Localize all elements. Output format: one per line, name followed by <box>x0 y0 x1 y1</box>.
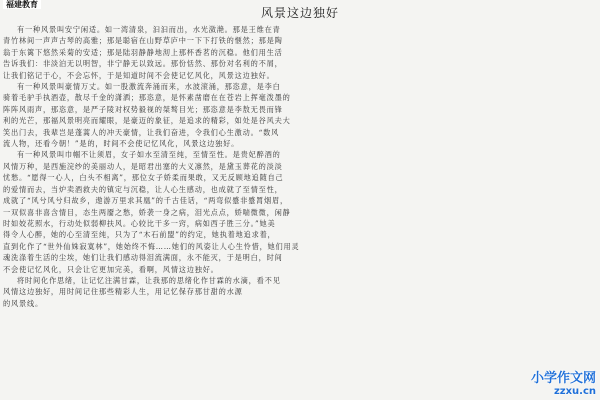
text-line: 骑着毛驴手执酒壶，散尽千金的潇洒；那恣意，是怀素凿磨在在苍岩上挥毫泼墨的 <box>3 93 291 103</box>
text-line: 让我们铭记于心，不会忘怀，于是知道时间不会使记忆风化，风景这边独好。 <box>3 70 275 80</box>
paragraph <box>3 81 583 149</box>
text-line: 将时间化作思绪，让记忆注满甘霖，让我那的思绪化作甘霖的水滴，看不见 <box>17 275 281 285</box>
text-line: 时如姣花照水，行动处似弱柳扶风。心较比干多一窍，病如西子胜三分。”她美 <box>3 218 276 228</box>
text-line: 成就了“风兮风兮归故乡，遨游万里求其凰”的千古佳话，“两弯似蹙非蹙罥烟眉， <box>3 196 289 206</box>
text-line: 笑出门去，我辈岂是蓬蒿人的冲天豪情，让我们奋进，令我们心生激动。“数风 <box>3 127 280 137</box>
text-line: 不会使记忆风化，只会让它更加完美，看啊，风情这边独好。 <box>3 264 219 274</box>
publisher-logo-text: 福建教育 <box>3 0 41 9</box>
watermark-site-name: 小学作文网 <box>530 371 596 386</box>
paragraph <box>3 149 583 274</box>
text-line: 翁于东篱下悠然采菊的安适；那是陆羽静静地沏上那杯香茗的沉稳。他们用生活 <box>3 47 283 57</box>
text-line: 有一种风景叫安宁闲适。如一湾清泉，汩汩而出，水光潋滟。那是王维在青 <box>17 25 281 34</box>
text-line: 魂洗涤着生活的尘埃，她们让我们感动得泪流满面，永不能灭，于是明白，时间 <box>3 253 283 263</box>
text-line: 风情万种，是西施浣纱的美丽动人，是昭君出塞的大义凛然，是黛玉葬花的淡淡 <box>3 161 283 171</box>
text-line: 直到化作了“世外仙姝寂寞林”，她始终不悔……她们的风姿让人心生怜惜，她们用灵 <box>3 241 300 251</box>
essay-title: 风景这边独好 <box>260 6 339 20</box>
text-line: 青竹林间一声声古琴的高雅；那是聪宿在山野草庐中一下下打铁的惬然；那是陶 <box>3 36 283 46</box>
text-line: 流人物，还看今朝！”是的，时间不会使记忆风化，风景这边独好。 <box>3 139 240 149</box>
text-line: 的爱情而去，当炉卖酒救夫的镇定与沉稳，让人心生感动，也成就了至情至性， <box>3 184 283 194</box>
text-line: 有一种风景叫巾帼不让须眉，女子如水至清至纯，至情至性。是贵妃醉酒的 <box>17 150 281 160</box>
text-line: 一双似喜非喜含情目，态生两靥之愁，娇袭一身之病，泪光点点，娇喘微微，闲静 <box>3 207 291 217</box>
paragraph <box>3 275 583 309</box>
text-line: 告诉我们：非淡泊无以明智，非宁静无以致远。那份恬然、那份对名利的不屑， <box>3 59 283 69</box>
text-line: 利的光芒，那福风景明亮而耀眼，是豪迈的象征，是追求的精彩，如处是谷风夫大 <box>3 116 291 126</box>
text-line: 风情这边独好，用时间记住那些精彩人生，用记忆保存那甘甜的水源 <box>3 287 243 297</box>
essay-body <box>3 24 583 400</box>
site-watermark <box>531 371 596 397</box>
text-line: 阵阵风雨声，那恣意，是严子陵对权势毅视的桀骜目光；那恣意是李敖无畏而锋 <box>3 104 283 114</box>
text-line: 得令人心醉，她的心至清至纯，只为了“木石前盟”的约定，她执着地追求着， <box>3 230 276 240</box>
text-line: 有一种风景叫豪情万丈。如一股激流奔涌而来，水波滚涌，那恣意，是李白 <box>17 82 281 92</box>
text-line: 的风景线。 <box>3 298 43 308</box>
watermark-site-url: zzxu.cn <box>553 386 596 397</box>
text-line: 忧愁。“愿得一心人，白头不相离”，那位女子娇柔而果敢，又无反顾地追随自己 <box>3 173 284 183</box>
paragraph <box>3 24 583 81</box>
